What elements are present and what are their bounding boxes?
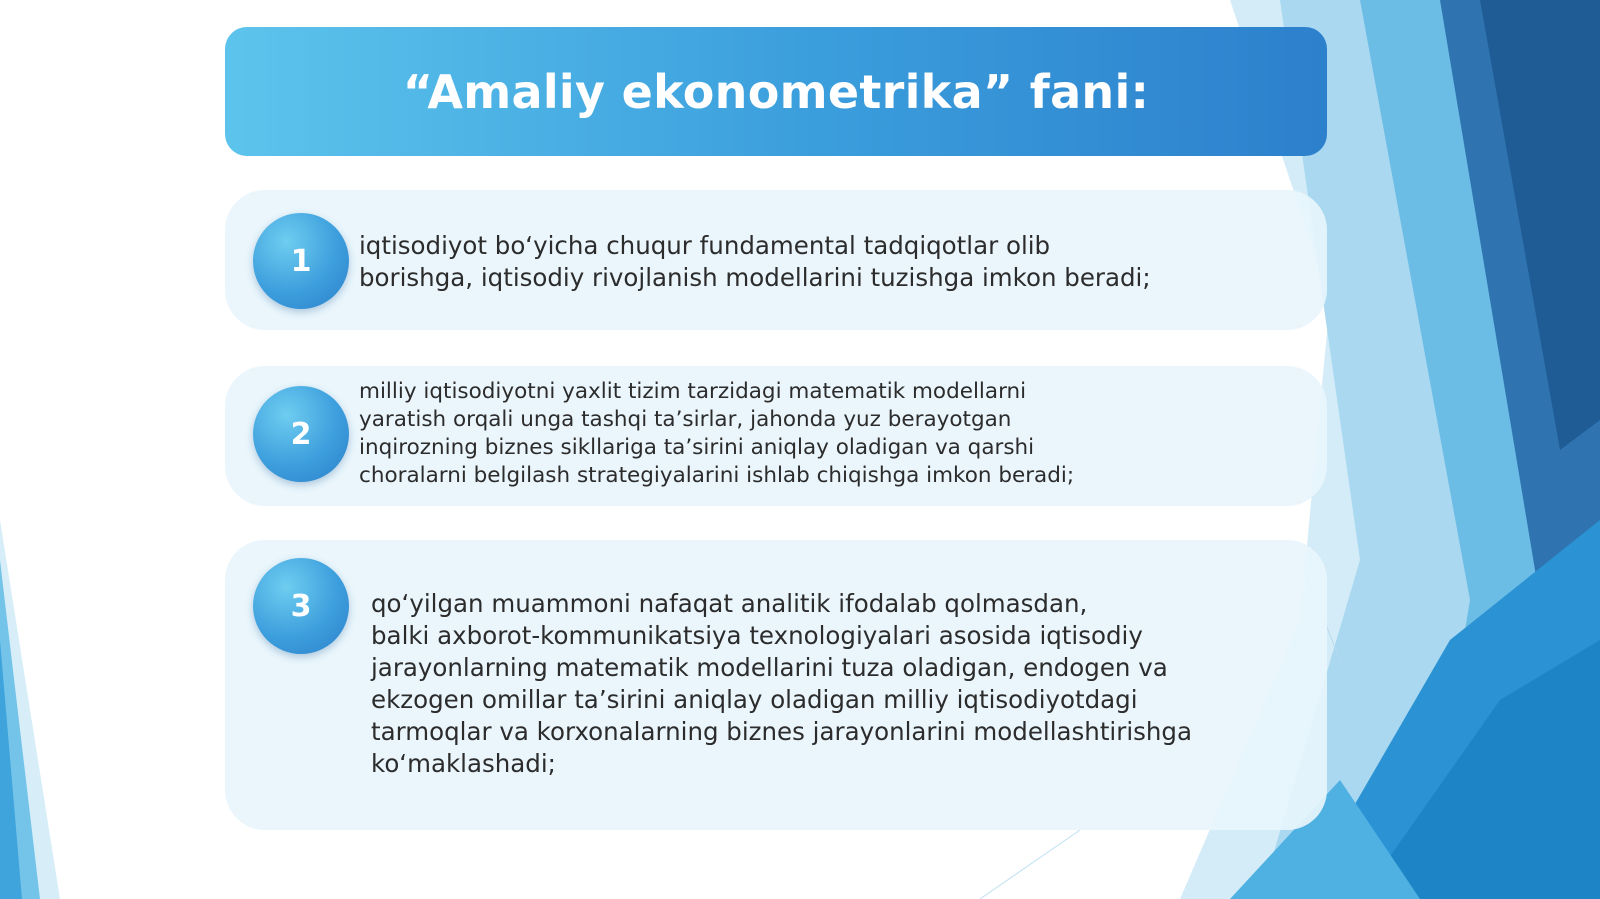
list-item-2 [225,366,1327,506]
slide-title: “Amaliy ekonometrika” fani: [402,64,1150,119]
item-text-3: qo‘yilgan muammoni nafaqat analitik ifodalab qolmasdan, balki axborot-kommunikatsiya texnologiyalari asosida iqtisodiy jarayonlarning matematik modellarini tuza oladigan, endogen va ekzogen omillar ta’sirini aniqlay oladigan milliy iqtisodiyotdagi tarmoqlar va korxonalarning biznes jarayonlarini modellashtirishga ko‘maklashadi; [371,589,1192,778]
number-badge-3: 3 [253,558,349,654]
list-item-3 [225,540,1327,830]
number-badge-2: 2 [253,386,349,482]
number-badge-1: 1 [253,213,349,309]
item-text-2: milliy iqtisodiyotni yaxlit tizim tarzidagi matematik modellarni yaratish orqali unga tashqi ta’sirlar, jahonda yuz berayotgan inqirozning biznes sikllariga ta’sirini aniqlay oladigan va qarshi choralarni belgilash strategiyalarini ishlab chiqishga imkon beradi; [359,379,1075,488]
title-banner [225,27,1327,156]
list-item-1 [225,190,1327,330]
item-text-1: iqtisodiyot bo‘yicha chuqur fundamental tadqiqotlar olib borishga, iqtisodiy rivojlanish modellarini tuzishga imkon beradi; [359,231,1151,292]
